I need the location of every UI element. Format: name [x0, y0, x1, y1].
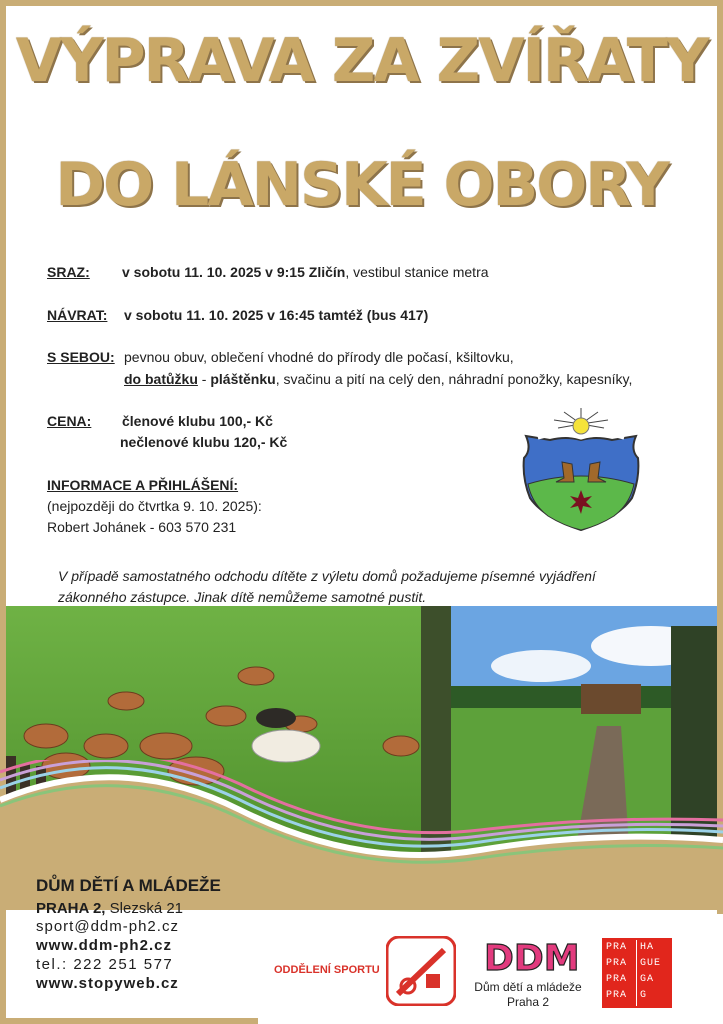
sebou-row	[47, 349, 115, 365]
sraz-label: SRAZ:	[47, 264, 90, 280]
ddm-subtitle-2: Praha 2	[506, 995, 550, 1009]
informace-label: INFORMACE A PŘIHLÁŠENÍ:	[47, 477, 239, 493]
praha-logo-divider	[636, 940, 637, 1006]
informace-line-2: Robert Johánek - 603 570 231	[47, 519, 237, 535]
sebou-label: S SEBOU:	[47, 349, 115, 365]
address	[36, 900, 183, 917]
website-link[interactable]: www.ddm-ph2.cz	[36, 937, 172, 954]
sebou-plastenku: pláštěnku	[210, 371, 276, 387]
navrat-row	[47, 307, 107, 323]
navrat-bold: v sobotu 11. 10. 2025 v 16:45 tamtéž (bus 417)	[124, 307, 429, 323]
cena-label: CENA:	[47, 413, 92, 429]
praha-logo-text: PRA	[606, 958, 628, 969]
ddm-logo-text: DDM	[484, 938, 580, 976]
ddm-subtitle-1: Dům dětí a mládeže	[474, 980, 582, 994]
cena-members: členové klubu 100,- Kč	[122, 413, 273, 429]
sebou-rest: , svačinu a pití na celý den, náhradní ponožky, kapesníky,	[275, 371, 633, 387]
praha-logo	[602, 938, 672, 1008]
cena-row	[47, 413, 91, 429]
note-line-2: zákonného zástupce. Jinak dítě nemůžeme samotné pustit.	[58, 589, 427, 605]
sraz-row	[47, 264, 90, 280]
praha-logo-text: GA	[640, 974, 655, 985]
stopyweb-link[interactable]: www.stopyweb.cz	[36, 975, 179, 992]
title-line-2: DO LÁNSKÉ OBORY	[55, 150, 668, 220]
sraz-value	[122, 264, 489, 280]
praha-logo-text: PRA	[606, 990, 628, 1001]
guardian-note	[58, 566, 678, 608]
sebou-line-2	[124, 371, 632, 387]
sebou-dash: -	[197, 371, 211, 387]
sebou-batuzku: do batůžku	[124, 371, 198, 387]
navrat-value	[124, 307, 428, 323]
org-name: DŮM DĚTÍ A MLÁDEŽE	[36, 876, 221, 895]
phone-number: tel.: 222 251 577	[36, 956, 174, 973]
address-city: PRAHA 2,	[36, 900, 106, 917]
cena-nonmembers: nečlenové klubu 120,- Kč	[120, 434, 288, 450]
ddm-logo-icon	[480, 936, 580, 976]
sebou-line-1: pevnou obuv, oblečení vhodné do přírody dle počasí, kšiltovku,	[124, 349, 514, 365]
praha-logo-text: PRA	[606, 974, 628, 985]
sraz-bold: v sobotu 11. 10. 2025 v 9:15 Zličín	[122, 264, 346, 280]
cena-line-2	[120, 434, 287, 450]
cena-line-1	[122, 413, 273, 429]
email-link[interactable]: sport@ddm-ph2.cz	[36, 918, 179, 935]
navrat-label: NÁVRAT:	[47, 307, 108, 323]
sport-department-logo-icon	[386, 936, 456, 1006]
dept-label: ODDĚLENÍ SPORTU	[274, 964, 380, 976]
lany-crest-icon	[520, 406, 642, 534]
title-line-1: VÝPRAVA ZA ZVÍŘATY	[15, 26, 708, 96]
informace-label-row	[47, 477, 238, 493]
address-street: Slezská 21	[105, 900, 184, 917]
praha-logo-text: HA	[640, 942, 655, 953]
sraz-rest: , vestibul stanice metra	[345, 264, 489, 280]
informace-line-1: (nejpozději do čtvrtka 9. 10. 2025):	[47, 498, 262, 514]
praha-logo-text: GUE	[640, 958, 662, 969]
praha-logo-text: G	[640, 990, 648, 1001]
praha-logo-text: PRA	[606, 942, 628, 953]
note-line-1: V případě samostatného odchodu dítěte z výletu domů požadujeme písemné vyjádření	[58, 568, 596, 584]
